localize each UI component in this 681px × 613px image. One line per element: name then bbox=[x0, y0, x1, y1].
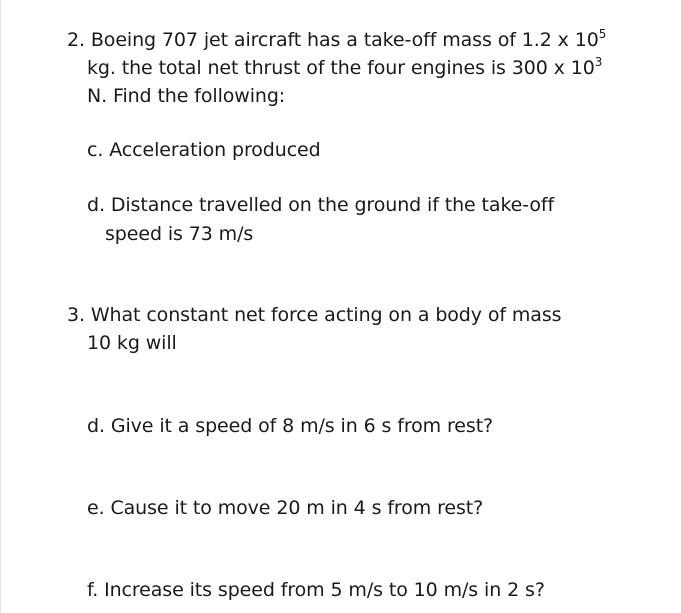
q2-line-2-text: kg. the total net thrust of the four engines is 300 x 10 bbox=[87, 57, 595, 79]
q2-part-c: c. Acceleration produced bbox=[87, 139, 321, 161]
q2-line-1-text: 2. Boeing 707 jet aircraft has a take-off mass of 1.2 x 10 bbox=[67, 29, 599, 51]
q3-part-e: e. Cause it to move 20 m in 4 s from rest? bbox=[87, 497, 484, 519]
q2-line-3: N. Find the following: bbox=[87, 85, 286, 107]
q2-part-d-line-2: speed is 73 m/s bbox=[105, 223, 254, 245]
q2-exponent-5: 5 bbox=[598, 26, 607, 41]
q2-exponent-3: 3 bbox=[594, 54, 603, 69]
q3-part-f: f. Increase its speed from 5 m/s to 10 m/s in 2 s? bbox=[87, 579, 545, 601]
q2-line-2 bbox=[87, 56, 602, 80]
q3-line-1: 3. What constant net force acting on a body of mass bbox=[67, 304, 562, 326]
q2-part-d-line-1: d. Distance travelled on the ground if the take-off bbox=[87, 194, 555, 216]
q3-part-d: d. Give it a speed of 8 m/s in 6 s from rest? bbox=[87, 415, 494, 437]
q2-line-1 bbox=[67, 28, 606, 52]
q3-line-2: 10 kg will bbox=[87, 332, 177, 354]
